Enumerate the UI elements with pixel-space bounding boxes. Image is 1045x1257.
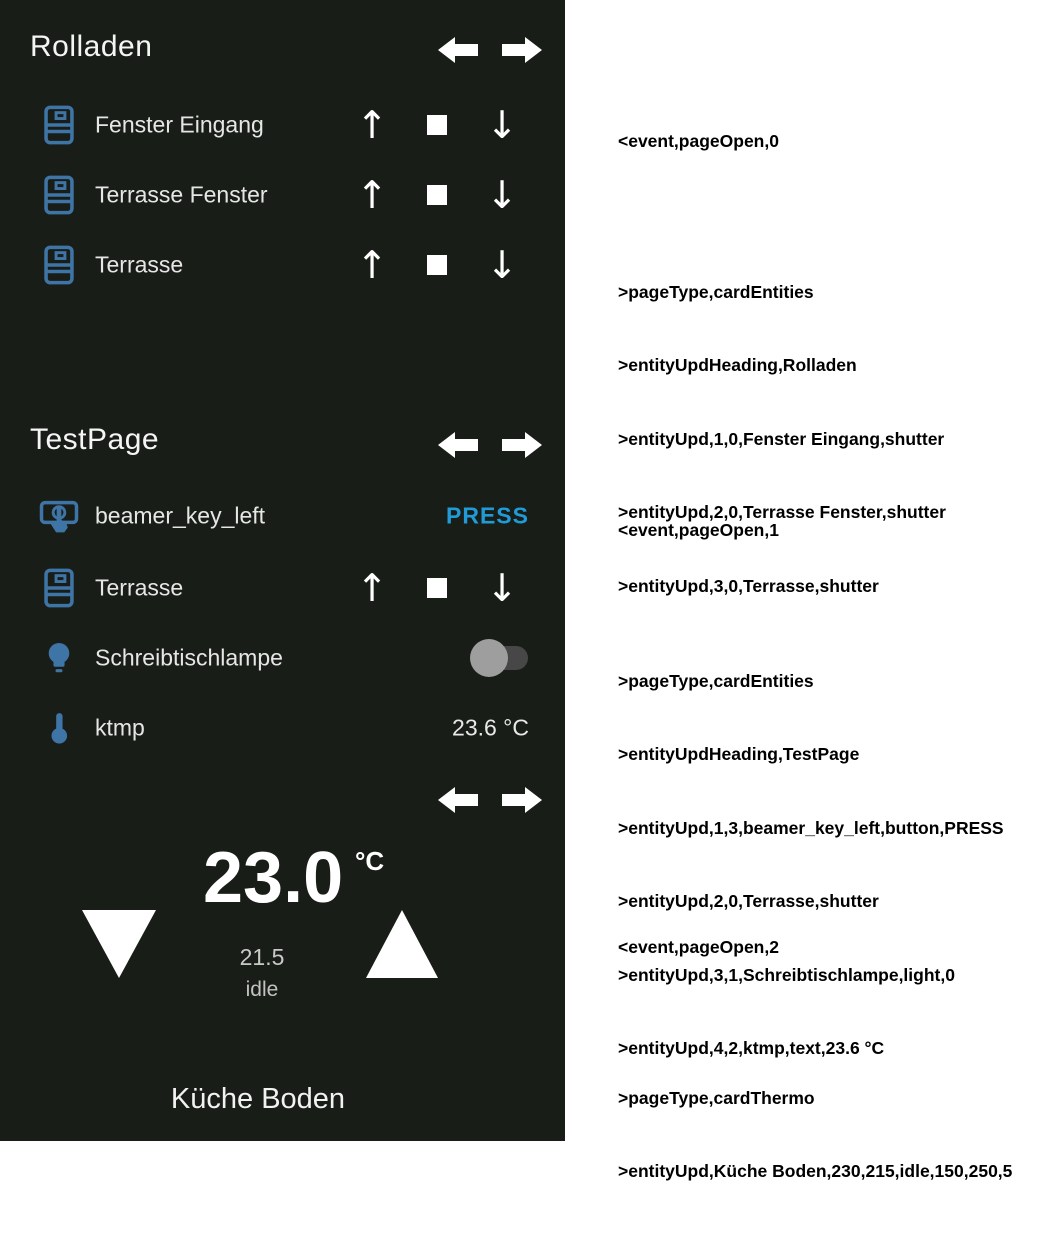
entity-label: Fenster Eingang xyxy=(95,111,264,138)
hvac-state: idle xyxy=(245,978,279,1001)
entity-row xyxy=(0,565,565,611)
window-shutter-icon xyxy=(38,104,80,146)
entity-row xyxy=(0,242,565,288)
press-button[interactable]: PRESS xyxy=(446,502,529,529)
log-line: >entityUpdHeading,Rolladen xyxy=(618,355,857,375)
shutter-down-button[interactable]: ↓ xyxy=(486,103,518,147)
window-shutter-icon xyxy=(38,567,80,609)
sensor-value: 23.6 °C xyxy=(452,714,529,741)
log-line: >entityUpd,2,0,Terrasse Fenster,shutter xyxy=(618,502,946,522)
nav-next-icon[interactable] xyxy=(502,36,542,64)
shutter-down-button[interactable]: ↓ xyxy=(486,173,518,217)
thermostat-name: Küche Boden xyxy=(170,1083,346,1115)
log-line: >entityUpd,3,0,Terrasse,shutter xyxy=(618,575,879,596)
log-line: >entityUpd,Küche Boden,230,215,idle,150,250,5 xyxy=(618,1161,1013,1181)
shutter-down-button[interactable]: ↓ xyxy=(486,243,518,287)
shutter-stop-button[interactable] xyxy=(427,115,447,135)
gesture-tap-button-icon xyxy=(38,495,80,537)
log-line: >pageType,cardEntities xyxy=(618,670,814,691)
nav-next-icon[interactable] xyxy=(502,431,542,459)
log-block-page2 xyxy=(618,886,1012,1257)
nspanel-screen xyxy=(0,0,565,1141)
entity-row xyxy=(0,493,565,539)
entity-label: ktmp xyxy=(95,714,145,741)
log-event-line: <event,pageOpen,1 xyxy=(618,520,779,540)
current-temperature: 23.0 xyxy=(203,838,344,918)
entity-label: Terrasse xyxy=(95,574,184,601)
log-line: >entityUpd,2,0,Terrasse,shutter xyxy=(618,891,879,911)
shutter-stop-button[interactable] xyxy=(427,255,447,275)
entity-label: Terrasse xyxy=(95,251,184,278)
shutter-up-button[interactable]: ↑ xyxy=(356,173,388,217)
lightbulb-icon xyxy=(38,637,80,679)
entity-label: Terrasse Fenster xyxy=(95,181,268,208)
shutter-up-button[interactable]: ↑ xyxy=(356,566,388,610)
thermometer-icon xyxy=(38,707,80,749)
log-line: >entityUpd,3,1,Schreibtischlampe,light,0 xyxy=(618,964,955,985)
log-line: >entityUpd,1,0,Fenster Eingang,shutter xyxy=(618,428,945,449)
entity-row xyxy=(0,102,565,148)
page-title: TestPage xyxy=(30,423,160,456)
entity-label: beamer_key_left xyxy=(95,502,266,529)
entity-row xyxy=(0,705,565,751)
shutter-stop-button[interactable] xyxy=(427,185,447,205)
setpoint-temperature: 21.5 xyxy=(239,944,285,970)
log-event-line: <event,pageOpen,0 xyxy=(618,131,779,151)
log-event-line: <event,pageOpen,2 xyxy=(618,937,779,957)
shutter-up-button[interactable]: ↑ xyxy=(356,243,388,287)
nav-next-icon[interactable] xyxy=(502,786,542,814)
window-shutter-icon xyxy=(38,244,80,286)
nav-prev-icon[interactable] xyxy=(438,786,478,814)
shutter-down-button[interactable]: ↓ xyxy=(486,566,518,610)
window-shutter-icon xyxy=(38,174,80,216)
entity-row xyxy=(0,635,565,681)
shutter-up-button[interactable]: ↑ xyxy=(356,103,388,147)
log-line: >entityUpd,1,3,beamer_key_left,button,PRESS xyxy=(618,817,1004,838)
entity-label: Schreibtischlampe xyxy=(95,644,283,671)
light-toggle-off[interactable] xyxy=(472,646,528,670)
nav-prev-icon[interactable] xyxy=(438,431,478,459)
page-title: Rolladen xyxy=(30,30,153,63)
entity-row xyxy=(0,172,565,218)
temperature-unit: °C xyxy=(355,846,385,876)
nav-prev-icon[interactable] xyxy=(438,36,478,64)
log-line: >pageType,cardThermo xyxy=(618,1087,815,1108)
shutter-stop-button[interactable] xyxy=(427,578,447,598)
log-line: >entityUpdHeading,TestPage xyxy=(618,744,860,764)
log-line: >pageType,cardEntities xyxy=(618,281,814,302)
log-line: >entityUpd,4,2,ktmp,text,23.6 °C xyxy=(618,1038,885,1058)
toggle-knob xyxy=(470,639,508,677)
